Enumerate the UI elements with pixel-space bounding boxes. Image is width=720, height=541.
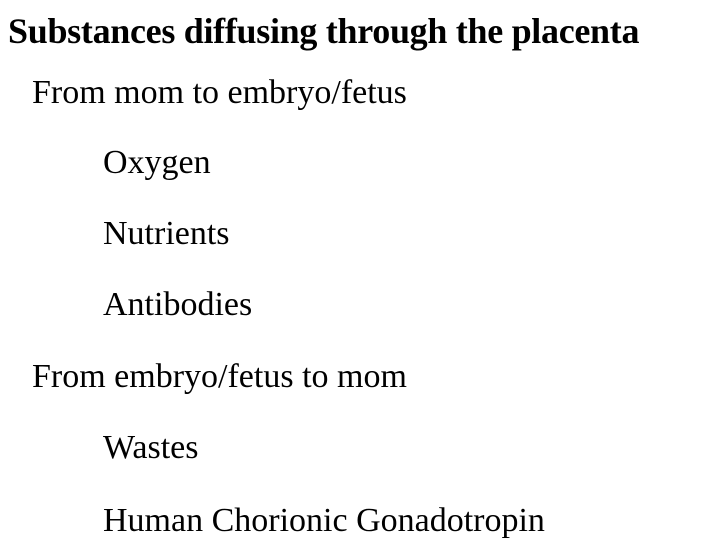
list-item-wastes: Wastes	[103, 429, 199, 466]
list-item-nutrients: Nutrients	[103, 215, 230, 252]
section-heading-mom-to-fetus: From mom to embryo/fetus	[32, 74, 407, 111]
list-item-antibodies: Antibodies	[103, 286, 253, 323]
section-heading-fetus-to-mom: From embryo/fetus to mom	[32, 358, 407, 395]
list-item-hcg: Human Chorionic Gonadotropin	[103, 502, 545, 539]
slide-title: Substances diffusing through the placenta	[8, 11, 640, 51]
list-item-oxygen: Oxygen	[103, 144, 211, 181]
